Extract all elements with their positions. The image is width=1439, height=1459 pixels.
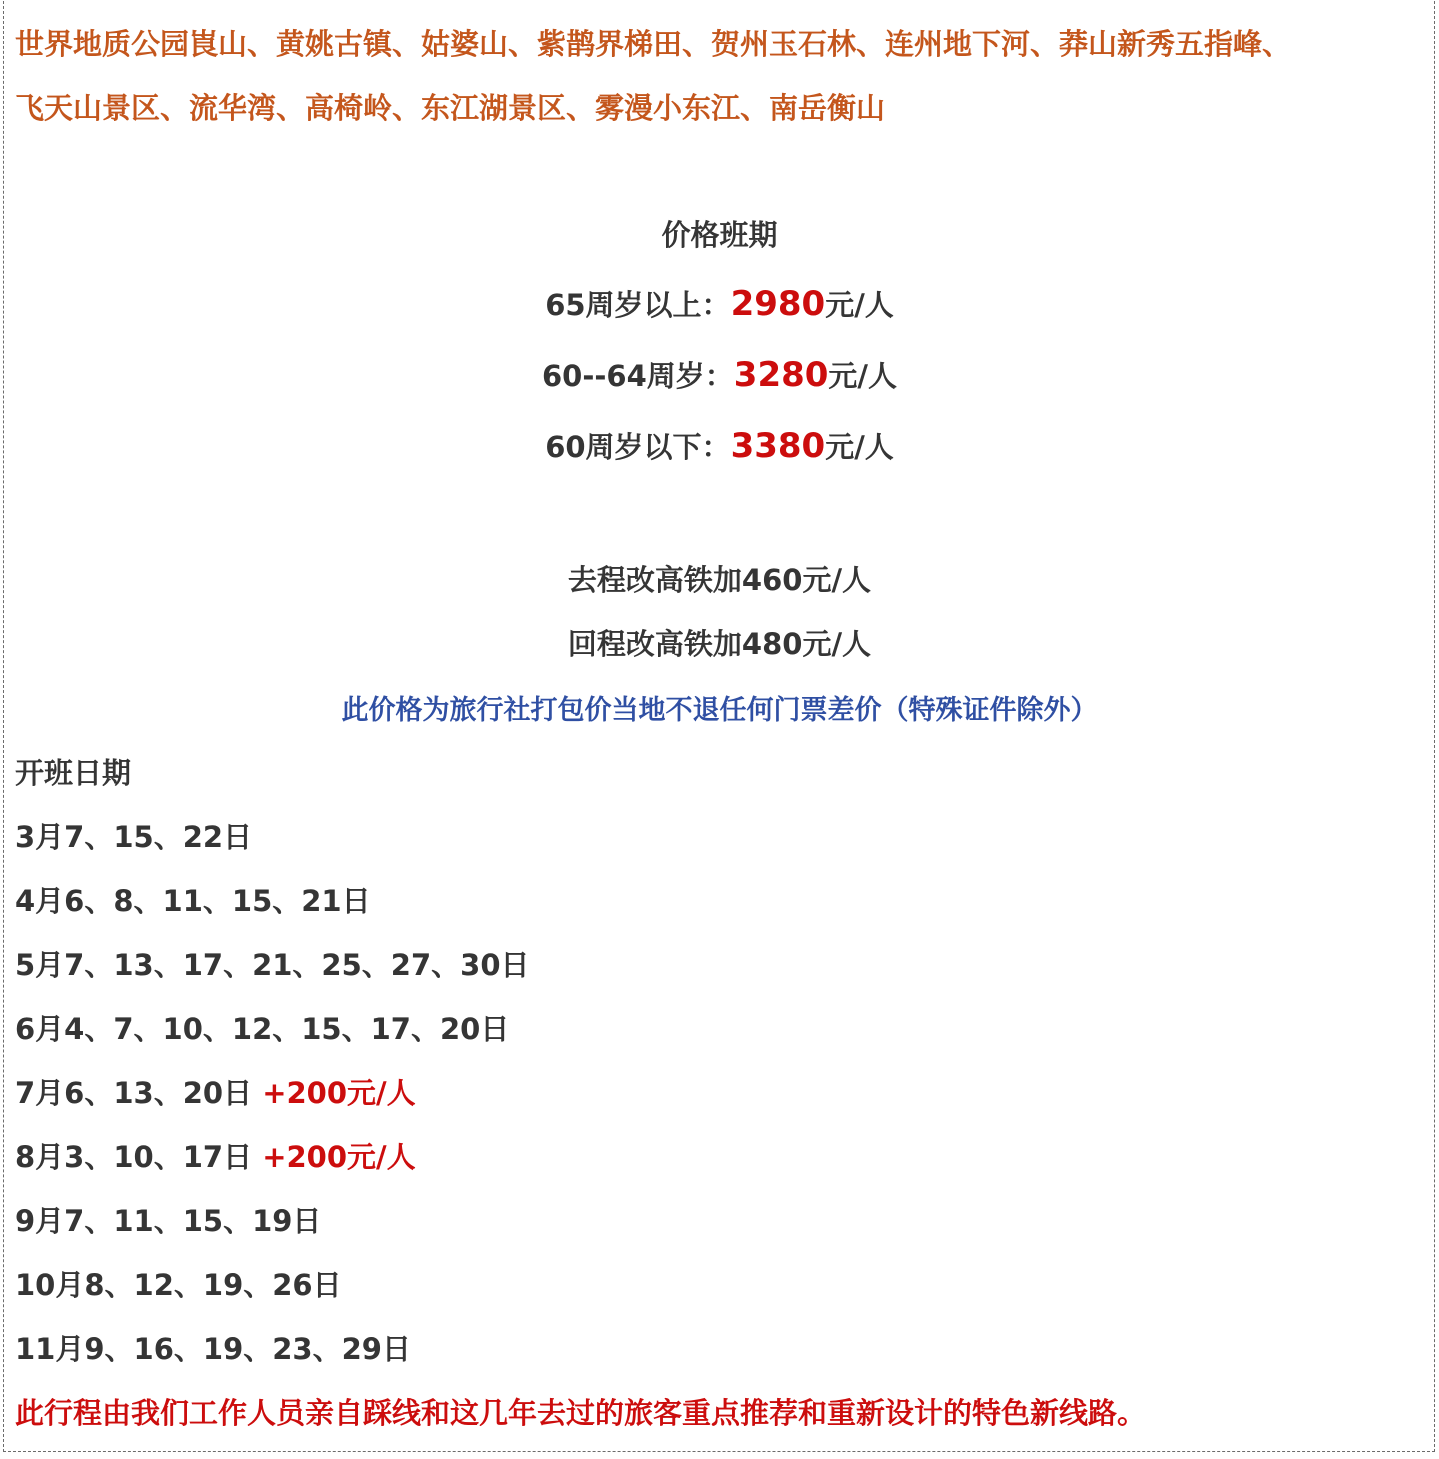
price-tier-amount: 3380 xyxy=(730,426,826,466)
schedule-row xyxy=(15,1071,416,1112)
schedule-dates: 3月7、15、22日 xyxy=(15,820,253,854)
price-tier-unit: 元/人 xyxy=(825,288,894,322)
schedule-row xyxy=(15,1007,509,1048)
schedule-dates: 6月4、7、10、12、15、17、20日 xyxy=(15,1012,510,1046)
schedule-row xyxy=(15,1327,411,1368)
schedule-dates: 10月8、12、19、26日 xyxy=(15,1268,342,1302)
price-tier-label: 60--64周岁： xyxy=(541,359,734,393)
schedule-dates: 4月6、8、11、15、21日 xyxy=(15,884,371,918)
schedule-dates: 8月3、10、17日 xyxy=(15,1140,253,1174)
price-tier-amount: 2980 xyxy=(730,284,826,324)
rail-upgrade-return: 回程改高铁加480元/人 xyxy=(567,627,872,661)
price-tier-label: 65周岁以上： xyxy=(545,288,731,322)
pricing-note: 此价格为旅行社打包价当地不退任何门票差价（特殊证件除外） xyxy=(341,695,1098,726)
schedule-dates: 7月6、13、20日 xyxy=(15,1076,253,1110)
schedule-row xyxy=(15,1135,416,1176)
schedule-dates: 5月7、13、17、21、25、27、30日 xyxy=(15,948,530,982)
schedule-title: 开班日期 xyxy=(15,756,132,790)
price-tier-unit: 元/人 xyxy=(825,430,894,464)
price-tier-65-plus xyxy=(0,283,1439,324)
schedule-row xyxy=(15,879,371,920)
price-tier-amount: 3280 xyxy=(733,355,829,395)
footer-note: 此行程由我们工作人员亲自踩线和这几年去过的旅客重点推荐和重新设计的特色新线路。 xyxy=(15,1396,1147,1430)
schedule-dates: 11月9、16、19、23、29日 xyxy=(15,1332,411,1366)
schedule-dates: 9月7、11、15、19日 xyxy=(15,1204,322,1238)
schedule-row xyxy=(15,943,530,984)
schedule-surcharge: +200元/人 xyxy=(262,1140,416,1174)
schedule-surcharge: +200元/人 xyxy=(262,1076,416,1110)
schedule-row xyxy=(15,1263,342,1304)
price-tier-60-64 xyxy=(0,354,1439,395)
price-tier-unit: 元/人 xyxy=(828,359,898,393)
price-tier-under-60 xyxy=(0,425,1439,466)
schedule-row xyxy=(15,815,252,856)
rail-upgrade-outbound: 去程改高铁加460元/人 xyxy=(567,563,872,597)
price-tier-label: 60周岁以下： xyxy=(545,430,731,464)
attractions-line-2: 飞天山景区、流华湾、高椅岭、东江湖景区、雾漫小东江、南岳衡山 xyxy=(15,91,886,125)
pricing-title: 价格班期 xyxy=(661,218,778,252)
schedule-row xyxy=(15,1199,321,1240)
attractions-line-1: 世界地质公园崀山、黄姚古镇、姑婆山、紫鹊界梯田、贺州玉石林、连州地下河、莽山新秀五指峰、 xyxy=(15,27,1292,61)
